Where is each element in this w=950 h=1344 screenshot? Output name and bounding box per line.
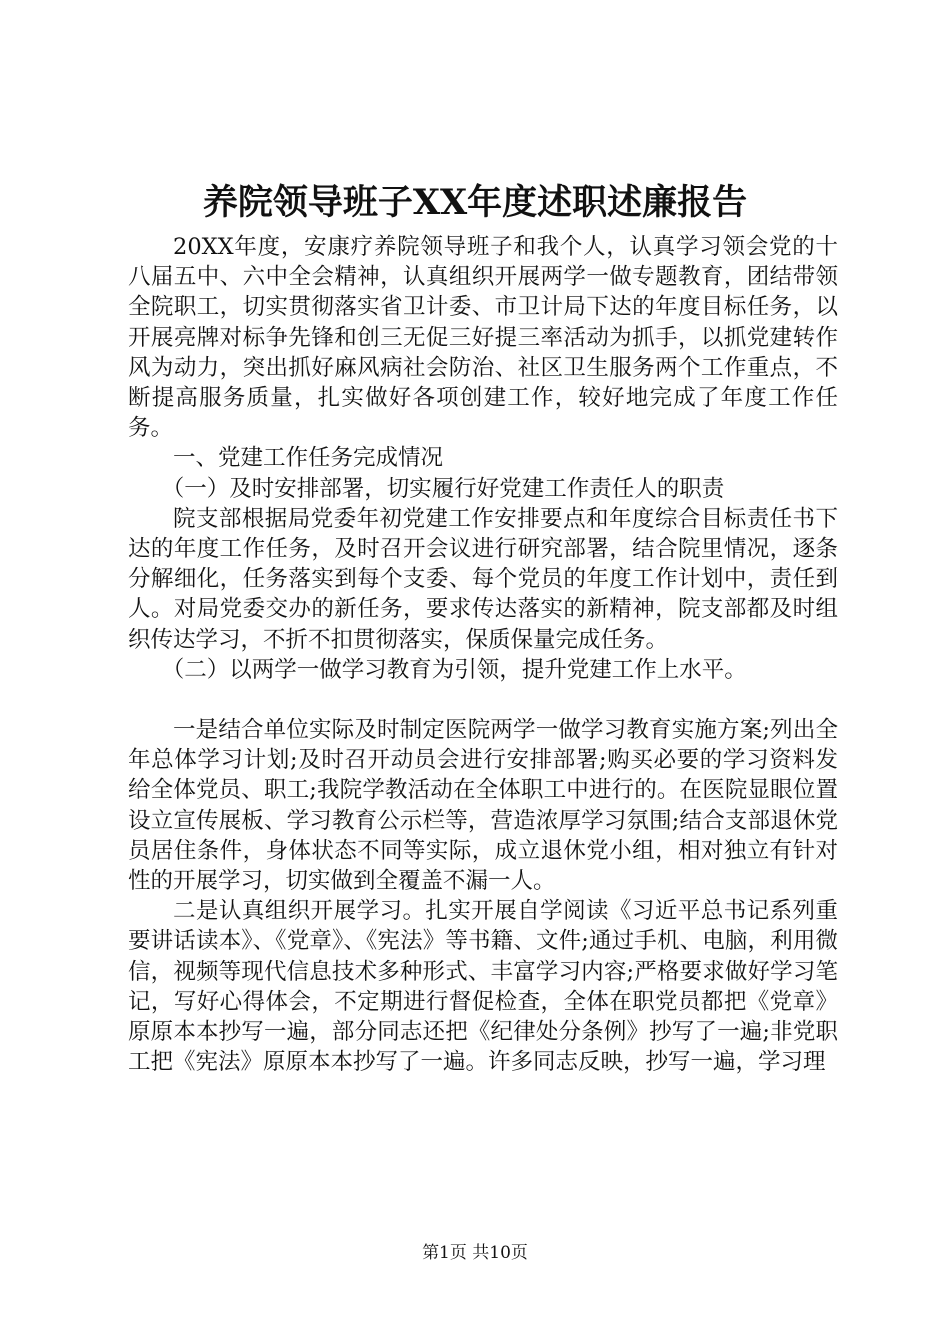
paragraph-intro: 20XX年度，安康疗养院领导班子和我个人，认真学习领会党的十八届五中、六中全会精神，认真组织开展两学一做专题教育，团结带领全院职工，切实贯彻落实省卫计委、市卫计局下达的年度目标任务，以开展亮牌对标争先锋和创三无促三好提三率活动为抓手，以抓党建转作风为动力，突出抓好麻风病社会防治、社区卫生服务两个工作重点，不断提高服务质量，扎实做好各项创建工作，较好地完成了年度工作任务。 bbox=[128, 234, 838, 442]
subsection-heading-1: （一）及时安排部署，切实履行好党建工作责任人的职责 bbox=[161, 475, 725, 502]
document-title: 养院领导班子XX年度述职述廉报告 bbox=[202, 182, 748, 223]
paragraph-1: 院支部根据局党委年初党建工作安排要点和年度综合目标责任书下达的年度工作任务，及时召开会议进行研究部署，结合院里情况，逐条分解细化，任务落实到每个支委、每个党员的年度工作计划中，责任到人。对局党委交办的新任务，要求传达落实的新精神，院支部都及时组织传达学习，不折不扣贯彻落实，保质保量完成任务。 bbox=[128, 505, 838, 653]
paragraph-2: 一是结合单位实际及时制定医院两学一做学习教育实施方案;列出全年总体学习计划;及时召开动员会进行安排部署;购买必要的学习资料发给全体党员、职工;我院学教活动在全体职工中进行的。在医院显眼位置设立宣传展板、学习教育公示栏等，营造浓厚学习氛围;结合支部退休党员居住条件，身体状态不同等实际，成立退休党小组，相对独立有针对性的开展学习，切实做到全覆盖不漏一人。 bbox=[128, 717, 838, 895]
paragraph-3: 二是认真组织开展学习。扎实开展自学阅读《习近平总书记系列重要讲话读本》、《党章》、《宪法》等书籍、文件;通过手机、电脑，利用微信，视频等现代信息技术多种形式、丰富学习内容;严格要求做好学习笔记，写好心得体会，不定期进行督促检查，全体在职党员都把《党章》原原本本抄写一遍，部分同志还把《纪律处分条例》抄写了一遍;非党职工把《宪法》原原本本抄写了一遍。许多同志反映，抄写一遍，学习理 bbox=[128, 898, 838, 1076]
document-body bbox=[128, 232, 838, 1077]
page-footer: 第1页 共10页 bbox=[422, 1243, 528, 1263]
blank-line bbox=[128, 685, 838, 715]
section-heading-1: 一、党建工作任务完成情况 bbox=[173, 445, 444, 472]
subsection-heading-2: （二）以两学一做学习教育为引领，提升党建工作上水平。 bbox=[161, 656, 747, 683]
